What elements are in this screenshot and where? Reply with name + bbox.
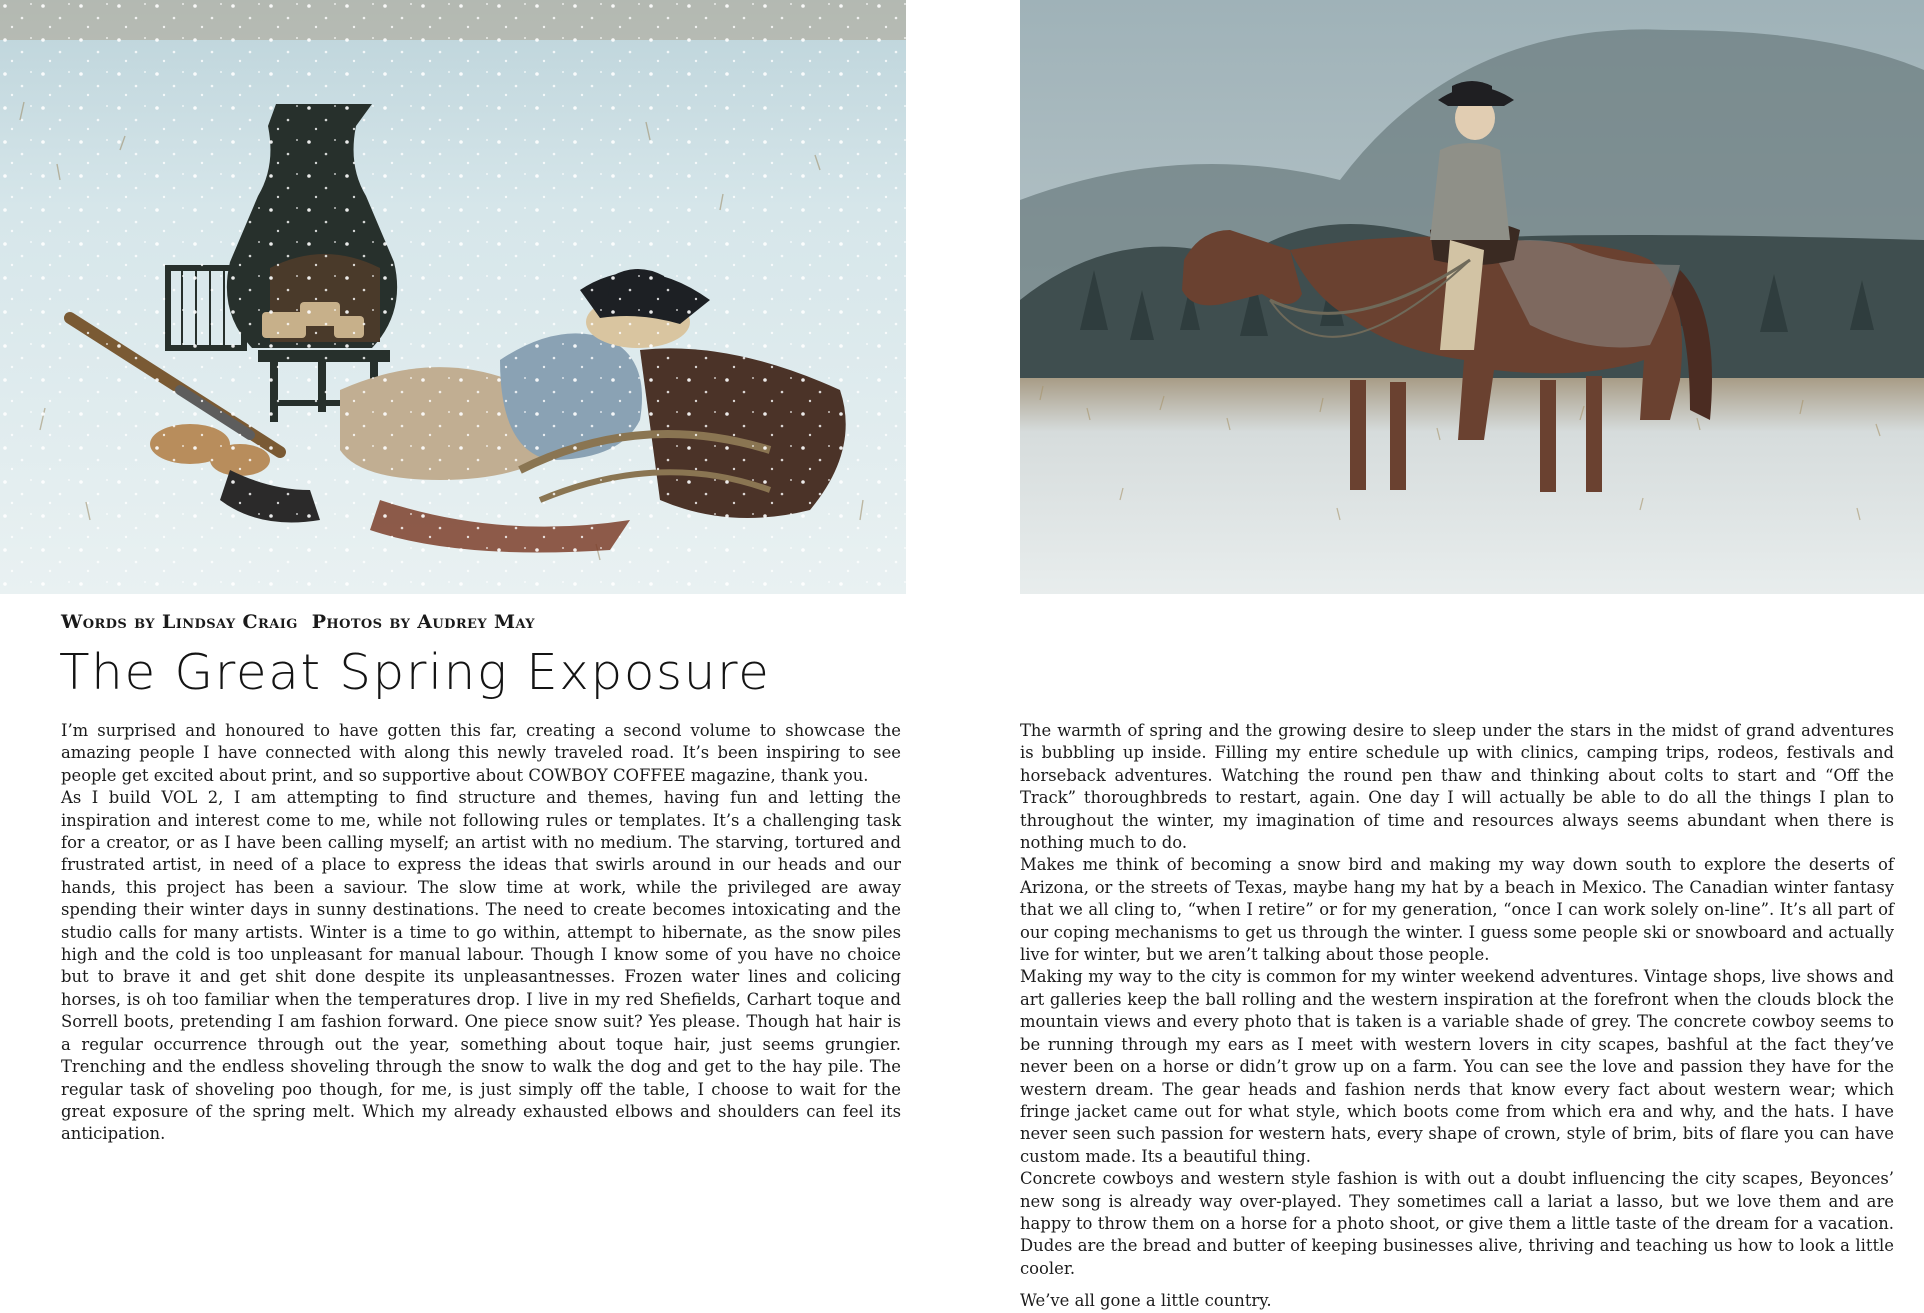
byline-photos: Photos by Audrey May: [311, 611, 535, 633]
paragraph: Concrete cowboys and western style fashion is with out a doubt influencing the city scapes, Beyonces’ new song is already way over-played. They sometimes call a lariat a lasso, but we love them and are happy to throw them on a horse for a photo shoot, or give them a little taste of the dream for a vacation. Dudes are the bread and butter of keeping businesses alive, thriving and teaching us how to look a little cooler.: [1020, 1169, 1894, 1278]
paragraph: As I build VOL 2, I am attempting to find structure and themes, having fun and letting the inspiration and interest come to me, while not following rules or templates. It’s a challenging task for a creator, or as I have been calling myself; an artist with no medium. The starving, tortured and frustrated artist, in need of a place to express the ideas that swirls around in our heads and our hands, this project has been a saviour. The slow time at work, while the privileged are away spending their winter days in sunny destinations. The need to create becomes intoxicating and the studio calls for many artists. Winter is a time to go within, attempt to hibernate, as the snow piles high and the cold is too unpleasant for manual labour. Though I know some of you have no choice but to brave it and get shit done despite its unpleasantnesses. Frozen water lines and colicing horses, is oh too familiar when the temperatures drop. I live in my red Shefields, Carhart toque and Sorrell boots, pretending I am fashion forward. One piece snow suit? Yes please. Though hat hair is a regular occurrence through out the year, something about toque hair, just seems grungier. Trenching and the endless shoveling through the snow to walk the dog and get to the hay pile. The regular task of shoveling poo though, for me, is just simply off the table, I choose to wait for the great exposure of the spring melt. Which my already exhausted elbows and shoulders can feel its anticipation.: [61, 788, 901, 1144]
body-column-right: [1020, 720, 1894, 1313]
paragraph: Making my way to the city is common for my winter weekend adventures. Vintage shops, live shows and art galleries keep the ball rolling and the western inspiration at the forefront when the clouds block the mountain views and every photo that is taken is a variable shade of grey. The concrete cowboy seems to be running through my ears as I meet with western lovers in city scapes, bashful at the fact they’ve never been on a horse or didn’t grow up on a farm. You can see the love and passion they have for the western dream. The gear heads and fashion nerds that know every fact about western wear; which fringe jacket came out for what style, which boots come from which era and why, and the hats. I have never seen such passion for western hats, every shape of crown, style of brim, bits of flare you can have custom made. Its a beautiful thing.: [1020, 967, 1894, 1166]
paragraph: I’m surprised and honoured to have gotten this far, creating a second volume to showcase the amazing people I have connected with along this newly traveled road. It’s been inspiring to see people get excited about print, and so supportive about COWBOY COFFEE magazine, thank you.: [61, 721, 901, 785]
photo-rider-by-chiminea: [0, 0, 906, 594]
paragraph: The warmth of spring and the growing desire to sleep under the stars in the midst of grand adventures is bubbling up inside. Filling my entire schedule up with clinics, camping trips, rodeos, festivals and horseback adventures. Watching the round pen thaw and thinking about colts to start and “Off the Track” thoroughbreds to restart, again. One day I will actually be able to do all the things I plan to throughout the winter, my imagination of time and resources always seems abundant when there is nothing much to do.: [1020, 721, 1894, 853]
photo-rider-by-chiminea-image: [0, 0, 906, 594]
byline-words: Words by Lindsay Craig: [61, 611, 298, 633]
photo-horse-and-rider-image: [1020, 0, 1924, 594]
byline: [61, 611, 535, 633]
closing-line: We’ve all gone a little country.: [1020, 1291, 1272, 1311]
paragraph: Makes me think of becoming a snow bird and making my way down south to explore the deserts of Arizona, or the streets of Texas, maybe hang my hat by a beach in Mexico. The Canadian winter fantasy that we all cling to, “when I retire” or for my generation, “once I can work solely on-line”. It’s all part of our coping mechanisms to get us through the winter. I guess some people ski or snowboard and actually live for winter, but we aren’t talking about those people.: [1020, 855, 1894, 965]
photo-horse-and-rider: [1020, 0, 1924, 594]
article-title: The Great Spring Exposure: [59, 644, 771, 701]
body-column-left: [61, 720, 901, 1146]
